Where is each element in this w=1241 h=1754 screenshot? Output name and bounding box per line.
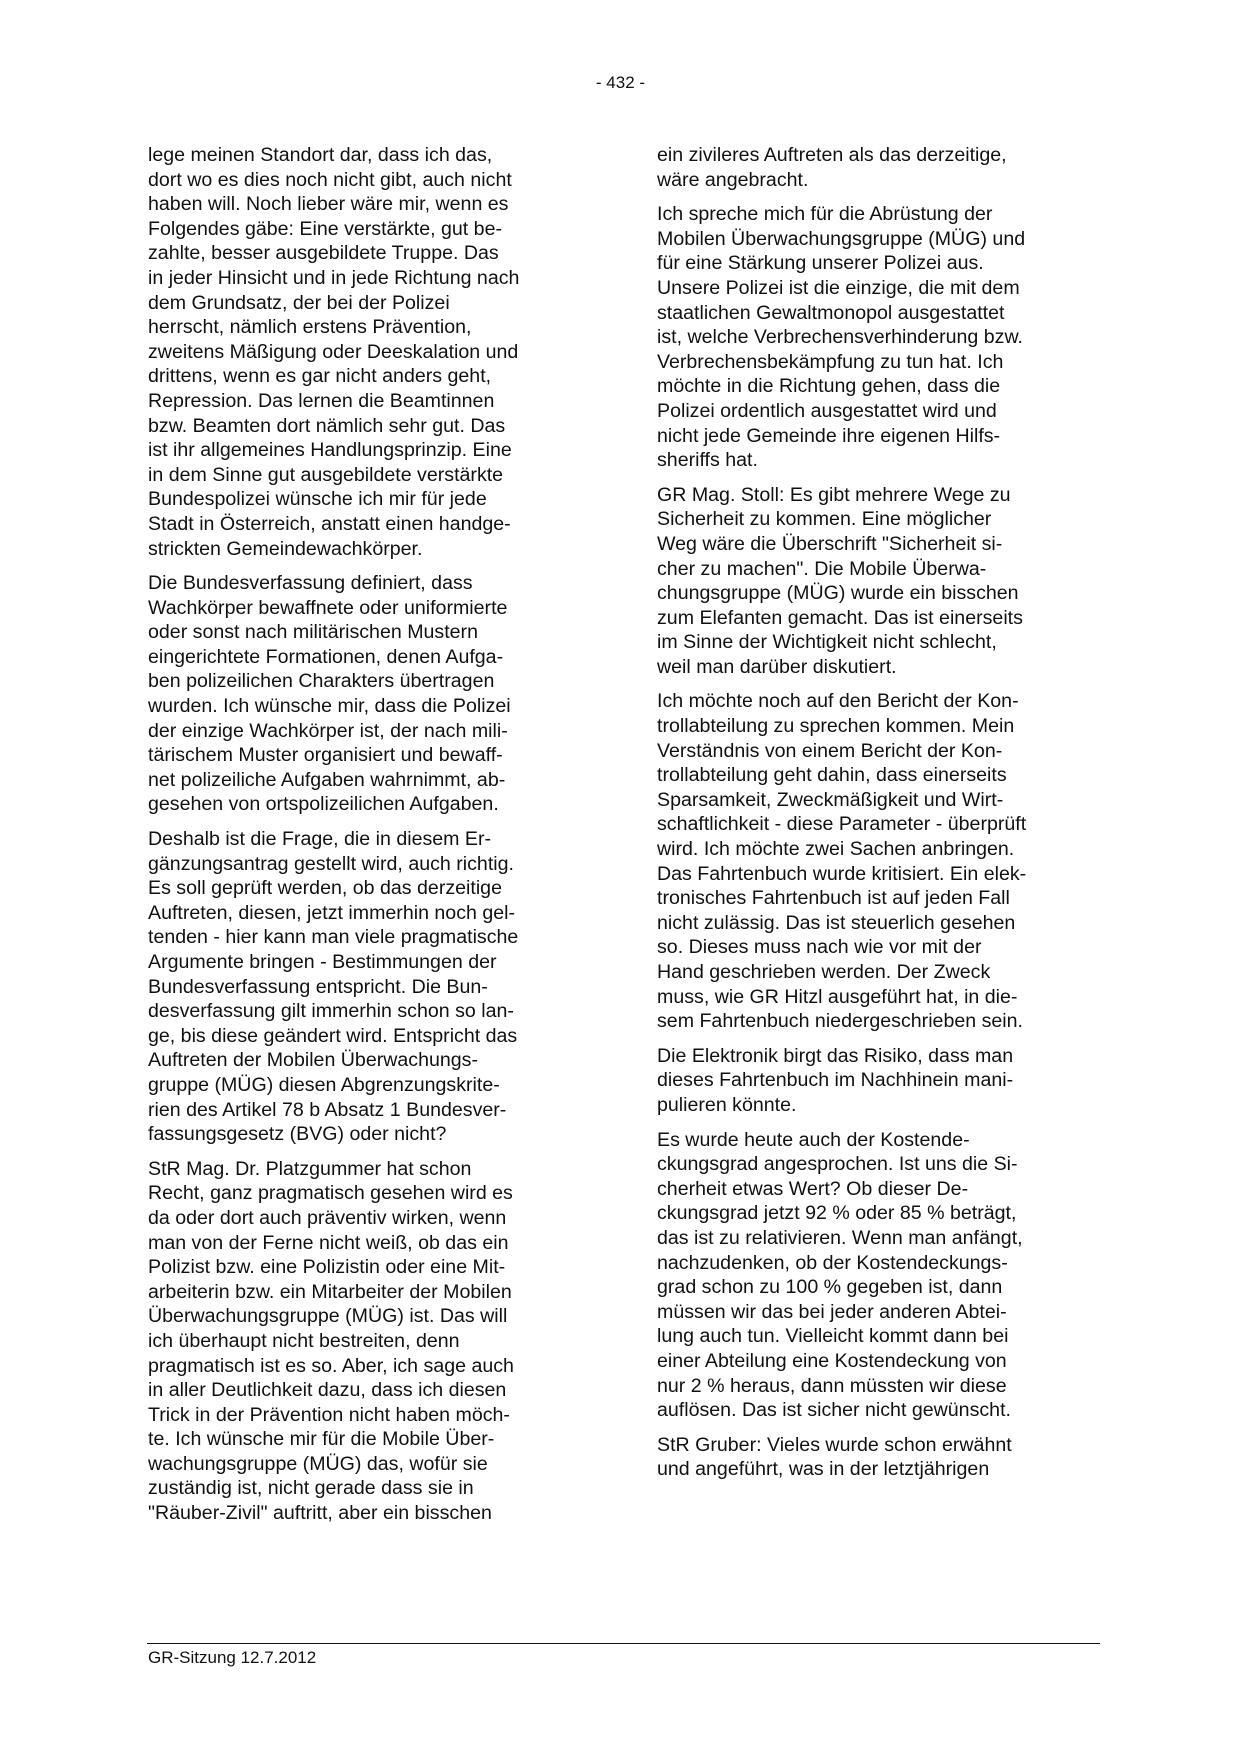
text-line: in dem Sinne gut ausgebildete verstärkte [148,463,504,486]
text-line: Sicherheit zu kommen. Eine möglicher [657,508,992,531]
text-line: net polizeiliche Aufgaben wahrnimmt, ab- [148,768,506,791]
text-line: in jeder Hinsicht und in jede Richtung nach [148,266,520,289]
text-line: ist, welche Verbrechensverhinderung bzw. [657,326,1023,349]
text-line: Argumente bringen - Bestimmungen der [148,951,497,973]
text-line: haben will. Noch lieber wäre mir, wenn es [148,193,509,216]
text-line: Bundespolizei wünsche ich mir für jede [148,488,487,511]
text-line: Mobilen Überwachungsgruppe (MÜG) und [657,227,1026,250]
text-line: gänzungsantrag gestellt wird, auch richtig. [148,852,514,875]
text-line: Das Fahrtenbuch wurde kritisiert. Ein elek- [657,862,1027,885]
text-line: cher zu machen". Die Mobile Überwa- [657,557,987,580]
text-line: so. Dieses muss nach wie vor mit der [657,936,982,959]
text-line: trollabteilung geht dahin, dass einerseits [657,764,1007,787]
text-line: möchte in die Richtung gehen, dass die [657,375,1001,398]
text-line: rien des Artikel 78 b Absatz 1 Bundesver- [148,1098,507,1121]
text-line: sheriffs hat. [657,449,758,472]
text-line: Überwachungsgruppe (MÜG) ist. Das will [148,1305,508,1328]
text-line: grad schon zu 100 % gegeben ist, dann [657,1276,1003,1299]
paragraph [148,571,588,817]
paragraph [148,827,588,1147]
text-line: pragmatisch ist es so. Aber, ich sage auch [148,1354,514,1377]
text-line: Es wurde heute auch der Kostende- [657,1128,970,1151]
text-line: Polizist bzw. eine Polizistin oder eine Mit- [148,1256,506,1279]
text-line: nicht jede Gemeinde ihre eigenen Hilfs- [657,424,1001,447]
text-line: Recht, ganz pragmatisch gesehen wird es [148,1182,513,1205]
text-line: dem Grundsatz, der bei der Polizei [148,291,450,314]
text-line: Die Elektronik birgt das Risiko, dass man [657,1044,1014,1067]
text-line: Folgendes gäbe: Eine verstärkte, gut be- [148,217,502,240]
text-line: Ich spreche mich für die Abrüstung der [657,203,993,226]
text-line: ben polizeilichen Charakters übertragen [148,670,495,693]
text-line: ckungsgrad jetzt 92 % oder 85 % beträgt, [657,1202,1017,1225]
footer-divider [147,1643,1100,1644]
text-line: trollabteilung zu sprechen kommen. Mein [657,715,1015,738]
paragraph [148,143,588,561]
text-line: wäre angebracht. [657,168,809,191]
text-line: arbeiterin bzw. ein Mitarbeiter der Mobilen [148,1280,512,1303]
text-line: auflösen. Das ist sicher nicht gewünscht. [657,1399,1011,1422]
text-line: dort wo es dies noch nicht gibt, auch nicht [148,168,512,191]
text-line: zahlte, besser ausgebildete Truppe. Das [148,242,499,265]
text-line: drittens, wenn es gar nicht anders geht, [148,365,492,388]
text-line: cherheit etwas Wert? Ob dieser De- [657,1177,969,1200]
text-line: Repression. Das lernen die Beamtinnen [148,389,495,412]
text-line: tenden - hier kann man viele pragmatische [148,926,519,949]
text-line: zuständig ist, nicht gerade dass sie in [148,1477,474,1500]
text-line: Verbrechensbekämpfung zu tun hat. Ich [657,350,1004,373]
text-line: Unsere Polizei ist die einzige, die mit dem [657,276,1020,299]
text-line: Hand geschrieben werden. Der Zweck [657,961,991,983]
text-line: muss, wie GR Hitzl ausgeführt hat, in die- [657,985,1018,1008]
text-line: nur 2 % heraus, dann müssten wir diese [657,1374,1007,1397]
text-line: bzw. Beamten dort nämlich sehr gut. Das [148,414,506,437]
text-line: eingerichtete Formationen, denen Aufga- [148,645,504,668]
text-line: gesehen von ortspolizeilichen Aufgaben. [148,793,499,816]
text-line: dieses Fahrtenbuch im Nachhinein mani- [657,1069,1014,1092]
text-line: nachzudenken, ob der Kostendeckungs- [657,1251,1008,1274]
text-line: te. Ich wünsche mir für die Mobile Über- [148,1428,495,1451]
text-line: sem Fahrtenbuch niedergeschrieben sein. [657,1010,1023,1033]
text-line: und angeführt, was in der letztjährigen [657,1458,990,1481]
paragraph [657,1044,1097,1118]
text-line: ist ihr allgemeines Handlungsprinzip. Eine [148,439,512,462]
paragraph [657,689,1097,1033]
text-line: in aller Deutlichkeit dazu, dass ich diesen [148,1379,507,1402]
text-line: Sparsamkeit, Zweckmäßigkeit und Wirt- [657,788,1004,811]
text-line: Auftreten der Mobilen Überwachungs- [148,1049,479,1072]
text-line: Weg wäre die Überschrift "Sicherheit si- [657,532,1003,555]
text-line: da oder dort auch präventiv wirken, wenn [148,1206,507,1229]
text-line: nicht zulässig. Das ist steuerlich gesehen [657,911,1016,934]
paragraph [657,483,1097,680]
text-line: Trick in der Prävention nicht haben möch- [148,1403,510,1426]
text-line: Ich möchte noch auf den Bericht der Kon- [657,690,1019,713]
text-line: lung auch tun. Vielleicht kommt dann bei [657,1325,1009,1348]
text-line: chungsgruppe (MÜG) wurde ein bisschen [657,582,1019,605]
text-line: für eine Stärkung unserer Polizei aus. [657,252,984,275]
text-line: zum Elefanten gemacht. Das ist einerseits [657,606,1023,629]
text-line: im Sinne der Wichtigkeit nicht schlecht, [657,631,997,654]
paragraph [657,1128,1097,1423]
text-line: man von der Ferne nicht weiß, ob das ein [148,1231,509,1254]
text-line: Auftreten, diesen, jetzt immerhin noch gel- [148,901,516,924]
text-line: wird. Ich möchte zwei Sachen anbringen. [657,838,1015,861]
text-line: staatlichen Gewaltmonopol ausgestattet [657,301,1005,324]
text-line: weil man darüber diskutiert. [657,655,897,678]
text-line: tronisches Fahrtenbuch ist auf jeden Fall [657,887,1010,910]
text-line: Stadt in Österreich, anstatt einen handge- [148,512,511,535]
left-text-column [148,143,588,1536]
text-line: wachungsgruppe (MÜG) das, wofür sie [148,1452,488,1475]
text-line: ge, bis diese geändert wird. Entspricht das [148,1024,518,1047]
text-line: zweitens Mäßigung oder Deeskalation und [148,340,519,363]
text-line: StR Gruber: Vieles wurde schon erwähnt [657,1433,1012,1456]
paragraph [657,202,1097,473]
text-line: einer Abteilung eine Kostendeckung von [657,1349,1007,1372]
text-line: gruppe (MÜG) diesen Abgrenzungskrite- [148,1073,500,1096]
text-line: pulieren könnte. [657,1093,797,1116]
text-line: ein zivileres Auftreten als das derzeitige, [657,144,1007,166]
right-text-column [657,143,1097,1492]
text-line: müssen wir das bei jeder anderen Abtei- [657,1300,1007,1323]
paragraph [657,1433,1097,1482]
text-line: GR Mag. Stoll: Es gibt mehrere Wege zu [657,483,1011,506]
paragraph [148,1157,588,1526]
text-line: das ist zu relativieren. Wenn man anfängt, [657,1226,1023,1249]
text-line: Deshalb ist die Frage, die in diesem Er- [148,828,492,851]
text-line: Es soll geprüft werden, ob das derzeitige [148,877,502,900]
text-line: Bundesverfassung entspricht. Die Bun- [148,975,488,998]
text-line: lege meinen Standort dar, dass ich das, [148,144,493,166]
text-line: desverfassung gilt immerhin schon so lan- [148,1000,514,1023]
text-line: herrscht, nämlich erstens Prävention, [148,316,472,339]
text-line: Die Bundesverfassung definiert, dass [148,572,473,595]
text-line: oder sonst nach militärischen Mustern [148,621,478,644]
page-number: - 432 - [595,73,646,92]
text-line: schaftlichkeit - diese Parameter - überprüft [657,813,1027,836]
footer-session-date: GR-Sitzung 12.7.2012 [148,1648,317,1667]
text-line: tärischem Muster organisiert und bewaff- [148,744,503,767]
text-line: fassungsgesetz (BVG) oder nicht? [148,1123,447,1146]
text-line: StR Mag. Dr. Platzgummer hat schon [148,1157,472,1180]
text-line: ckungsgrad angesprochen. Ist uns die Si- [657,1153,1018,1176]
paragraph [657,143,1097,192]
text-line: wurden. Ich wünsche mir, dass die Polizei [148,695,511,718]
text-line: der einzige Wachkörper ist, der nach mili- [148,719,508,742]
text-line: "Räuber-Zivil" auftritt, aber ein bisschen [148,1502,492,1525]
text-line: strickten Gemeindewachkörper. [148,537,423,560]
text-line: Verständnis von einem Bericht der Kon- [657,739,1003,762]
text-line: ich überhaupt nicht bestreiten, denn [148,1329,460,1352]
text-line: Polizei ordentlich ausgestattet wird und [657,399,997,422]
text-line: Wachkörper bewaffnete oder uniformierte [148,596,508,619]
